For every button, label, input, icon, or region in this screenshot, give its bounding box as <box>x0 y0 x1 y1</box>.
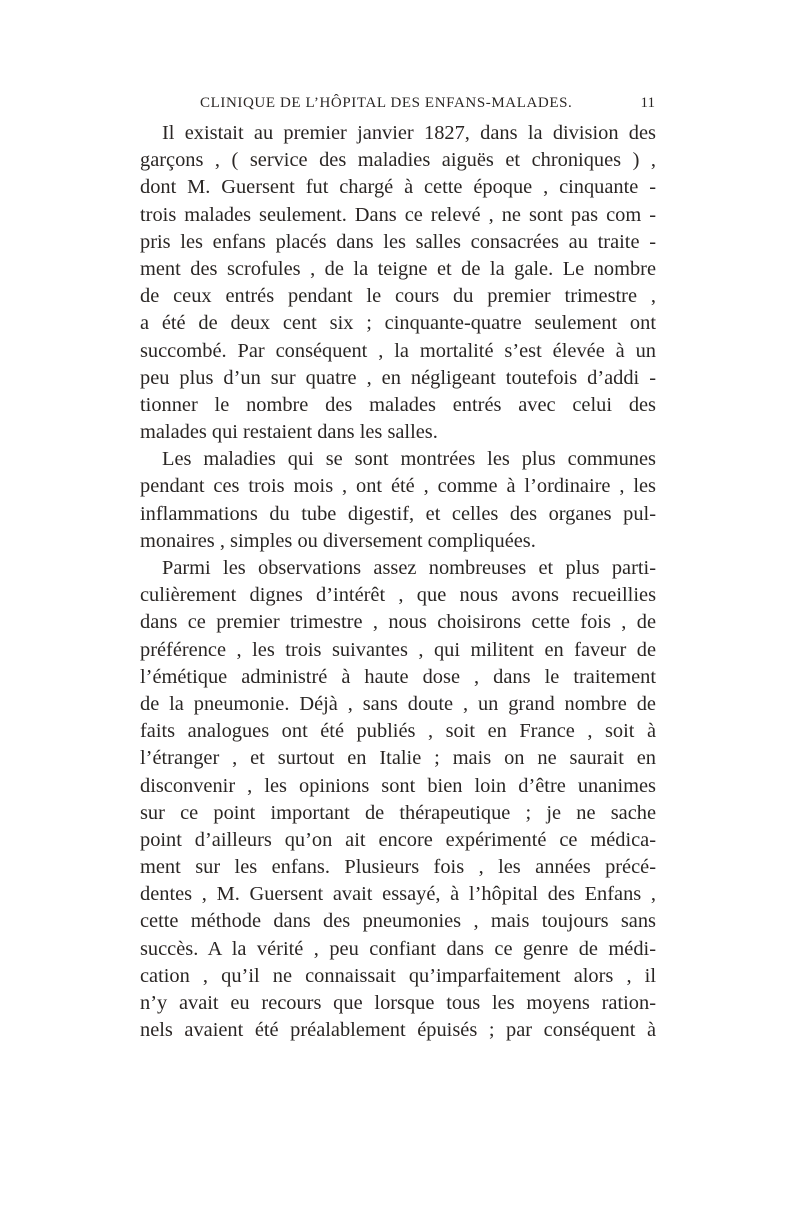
text-line: succombé. Par conséquent , la mortalité s’est élevée à un <box>140 339 656 362</box>
text-line: inflammations du tube digestif, et celles des organes pul- <box>140 502 656 525</box>
text-line: malades qui restaient dans les salles. <box>140 421 438 444</box>
text-line: Parmi les observations assez nombreuses et plus parti- <box>162 557 656 579</box>
text-line: dont M. Guersent fut chargé à cette époque , cinquante - <box>140 176 656 199</box>
text-line: de ceux entrés pendant le cours du premier trimestre , <box>140 285 656 308</box>
page-header <box>200 95 655 119</box>
text-line: dentes , M. Guersent avait essayé, à l’hôpital des Enfans , <box>140 883 656 906</box>
text-line: n’y avait eu recours que lorsque tous les moyens ration- <box>140 992 656 1014</box>
text-line: tionner le nombre des malades entrés avec celui des <box>140 393 656 416</box>
text-line: pendant ces trois mois , ont été , comme à l’ordinaire , les <box>140 475 656 498</box>
text-line: Les maladies qui se sont montrées les plus communes <box>162 448 656 471</box>
body-text <box>140 120 656 1044</box>
paragraph <box>140 446 656 555</box>
text-line: point d’ailleurs qu’on ait encore expérimenté ce médica- <box>140 828 656 851</box>
text-line: l’émétique administré à haute dose , dans le traitement <box>140 665 656 688</box>
text-line: nels avaient été préalablement épuisés ; par conséquent à <box>140 1019 656 1042</box>
text-line: pris les enfans placés dans les salles consacrées au traite - <box>140 230 656 253</box>
text-line: préférence , les trois suivantes , qui militent en faveur de <box>140 638 656 661</box>
running-title: CLINIQUE DE L’HÔPITAL DES ENFANS-MALADES. <box>200 95 573 111</box>
text-line: de la pneumonie. Déjà , sans doute , un grand nombre de <box>140 692 656 715</box>
text-line: a été de deux cent six ; cinquante-quatre seulement ont <box>140 312 656 335</box>
text-line: l’étranger , et surtout en Italie ; mais on ne saurait en <box>140 747 656 770</box>
text-line: cation , qu’il ne connaissait qu’imparfaitement alors , il <box>140 964 656 987</box>
text-line: cette méthode dans des pneumonies , mais toujours sans <box>140 910 656 933</box>
text-line: succès. A la vérité , peu confiant dans ce genre de médi- <box>140 937 656 960</box>
text-line: ment sur les enfans. Plusieurs fois , les années précé- <box>140 856 656 879</box>
text-line: peu plus d’un sur quatre , en négligeant toutefois d’addi - <box>140 366 656 389</box>
text-line: faits analogues ont été publiés , soit en France , soit à <box>140 720 656 743</box>
page-number: 11 <box>640 95 655 111</box>
text-line: monaires , simples ou diversement compliquées. <box>140 529 536 552</box>
text-line: trois malades seulement. Dans ce relevé , ne sont pas com - <box>140 203 656 226</box>
text-line: disconvenir , les opinions sont bien loin d’être unanimes <box>140 774 656 797</box>
text-line: Il existait au premier janvier 1827, dans la division des <box>162 122 656 144</box>
text-line: sur ce point important de thérapeutique ; je ne sache <box>140 801 656 824</box>
text-line: garçons , ( service des maladies aiguës et chroniques ) , <box>140 149 656 172</box>
text-line: ment des scrofules , de la teigne et de la gale. Le nombre <box>140 257 656 280</box>
paragraph <box>140 555 656 1044</box>
text-line: dans ce premier trimestre , nous choisirons cette fois , de <box>140 611 656 634</box>
text-line: culièrement dignes d’intérêt , que nous avons recueillies <box>140 584 656 607</box>
paragraph <box>140 120 656 446</box>
